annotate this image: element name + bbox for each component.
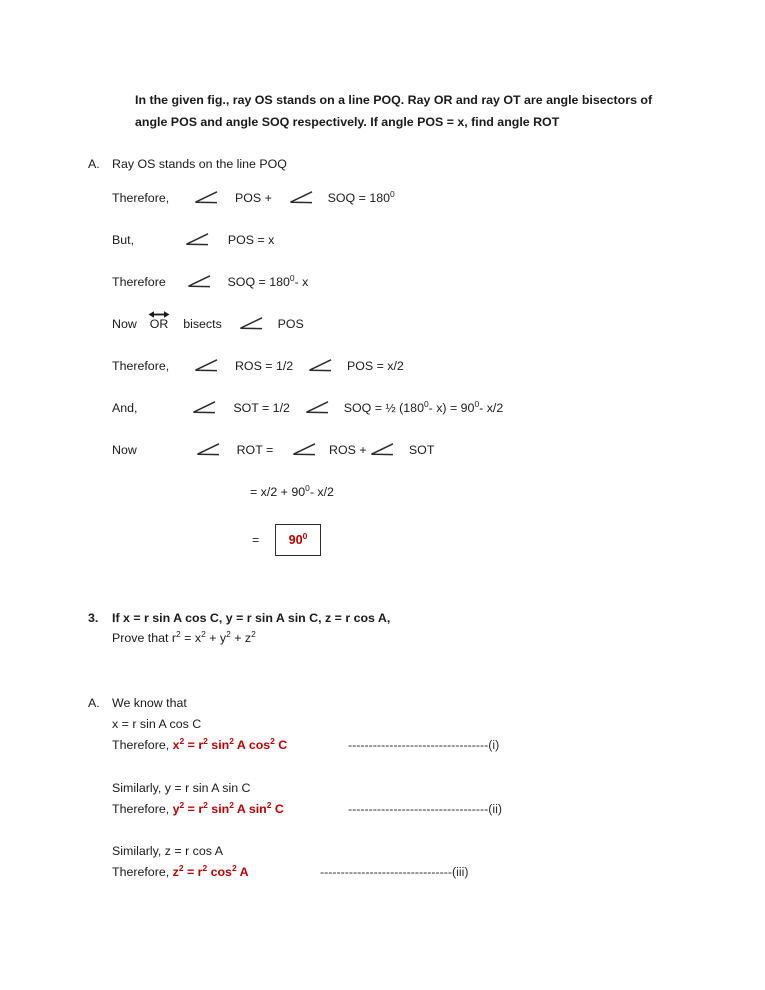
eq-y-mid2: sin [207, 802, 230, 816]
angle-icon [185, 233, 209, 246]
eq-x-mid4: C [274, 738, 288, 752]
final-answer-value [288, 530, 308, 547]
eq-z-mid3: A [236, 865, 249, 879]
exponent: 2 [251, 628, 256, 639]
angle-icon [194, 191, 218, 204]
step-text-1b [327, 188, 395, 205]
eq-y-term: y [172, 802, 180, 816]
step-text-3a [227, 272, 309, 289]
leader-dashes-iii [320, 865, 469, 879]
step-rot [112, 442, 434, 458]
double-headed-arrow-icon [148, 307, 170, 316]
equation-y-squared [172, 799, 284, 816]
sot-label: And, [112, 401, 138, 415]
rot-result-main: = x/2 + 90 [250, 485, 306, 499]
rot-text-c: SOT [408, 443, 435, 457]
eq-y-mid1: = r [184, 802, 204, 816]
answer-3-line-2: x = r sin A cos C [112, 717, 202, 731]
angle-icon [289, 191, 313, 204]
sot-text-b-main: SOQ = ½ (180 [343, 401, 424, 415]
rot-result-tail: - x/2 [309, 485, 334, 499]
step-ros [112, 358, 404, 374]
step-sot [112, 400, 503, 416]
question-3-line-1: If x = r sin A cos C, y = r sin A sin C, z = r cos A, [112, 611, 391, 625]
question-heading: In the given fig., ray OS stands on a line POQ. Ray OR and ray OT are angle bisectors of angle POS and angle SOQ respectively. If angle POS = x, find angle ROT [135, 93, 653, 129]
eq-x-mid3: A cos [233, 738, 271, 752]
similarly-z: Similarly, z = r cos A [112, 844, 223, 858]
leader-dashes-ii [348, 802, 502, 816]
exponent: 2 [203, 799, 208, 810]
ray-or-notation [150, 316, 169, 332]
rot-label: Now [112, 443, 137, 457]
exponent: 2 [176, 628, 181, 639]
rot-text-a: ROT = [236, 443, 274, 457]
answer-label-a3: A. [88, 696, 100, 710]
dash-run: -------------------------------- [320, 865, 453, 879]
angle-icon [194, 359, 218, 372]
step-label-1: Therefore, [112, 191, 170, 205]
final-answer-number: 90 [288, 533, 303, 547]
bisect-verb: bisects [183, 317, 222, 331]
dash-run: ---------------------------------- [348, 802, 489, 816]
reference-label-ii: (ii) [488, 802, 503, 816]
q3-mid-3: + z [230, 631, 252, 645]
angle-icon [239, 317, 263, 330]
final-answer-box [275, 524, 321, 556]
therefore-label: Therefore, [112, 802, 170, 816]
answer-label-a1: A. [88, 157, 100, 171]
eq-x-mid1: = r [184, 738, 204, 752]
exponent: 2 [266, 799, 272, 810]
degree-superscript: 0 [423, 398, 429, 409]
exponent: 2 [229, 799, 234, 810]
q3-mid-2: + y [205, 631, 227, 645]
q3-mid-1: = x [180, 631, 202, 645]
exponent: 2 [203, 735, 208, 746]
question-3-number: 3. [88, 611, 99, 625]
eq-z-mid2: cos [207, 865, 232, 879]
reference-label-i: (i) [488, 738, 500, 752]
therefore-label: Therefore, [112, 738, 170, 752]
rot-text-b: ROS + [329, 443, 367, 457]
eq-z-mid1: = r [183, 865, 203, 879]
final-equals: = [252, 533, 260, 547]
exponent: 2 [179, 735, 185, 746]
derivation-block-z [112, 864, 249, 880]
degree-superscript: 0 [390, 188, 395, 199]
exponent: 2 [201, 628, 206, 639]
degree-superscript: 0 [302, 530, 308, 541]
derivation-block-x [112, 737, 287, 753]
rot-result [250, 484, 334, 500]
bisect-angle-name: POS [277, 317, 304, 331]
angle-icon [196, 443, 220, 456]
answer-3-line-1: We know that [112, 696, 187, 710]
step-text-1b-main: SOQ = 180 [327, 191, 390, 205]
ray-or-label: OR [149, 317, 169, 331]
equation-x-squared [172, 735, 288, 752]
step-text-3a-tail: - x [294, 275, 309, 289]
sot-text-b-tail: - x) = 90 [428, 401, 475, 415]
eq-z-term: z [172, 865, 179, 879]
question-3-line-2 [112, 630, 256, 646]
angle-icon [187, 275, 211, 288]
exponent: 2 [202, 862, 208, 873]
step-text-3a-main: SOQ = 180 [227, 275, 290, 289]
step-but [112, 232, 274, 248]
exponent: 2 [231, 862, 237, 873]
exponent: 2 [179, 799, 185, 810]
reference-label-iii: (iii) [452, 865, 469, 879]
sot-text-b [343, 398, 504, 415]
step-therefore-2 [112, 274, 308, 290]
degree-superscript: 0 [305, 482, 310, 493]
degree-superscript: 0 [289, 272, 295, 283]
eq-x-mid2: sin [207, 738, 230, 752]
exponent: 2 [226, 628, 231, 639]
ros-text-a: ROS = 1/2 [234, 359, 294, 373]
q3-prove-prefix: Prove that r [112, 631, 177, 645]
angle-icon [308, 359, 332, 372]
eq-y-mid3: A sin [233, 802, 267, 816]
step-label-3: Therefore [112, 275, 166, 289]
leader-dashes-i [348, 738, 499, 752]
step-text-1a: POS + [234, 191, 272, 205]
similarly-y: Similarly, y = r sin A sin C [112, 781, 251, 795]
eq-x-term: x [172, 738, 180, 752]
sot-text-a: SOT = 1/2 [233, 401, 290, 415]
therefore-label: Therefore, [112, 865, 170, 879]
exponent: 2 [178, 862, 184, 873]
ros-text-b: POS = x/2 [347, 359, 404, 373]
step-bisects [112, 316, 304, 332]
derivation-block-y [112, 801, 284, 817]
bisect-prefix: Now [112, 317, 137, 331]
exponent: 2 [229, 735, 234, 746]
degree-superscript: 0 [474, 398, 480, 409]
angle-icon [292, 443, 316, 456]
angle-icon [192, 401, 216, 414]
angle-icon [305, 401, 329, 414]
eq-y-mid4: C [271, 802, 284, 816]
step-label-2: But, [112, 233, 135, 247]
dash-run: ---------------------------------- [348, 738, 489, 752]
sot-text-b-tail2: - x/2 [479, 401, 504, 415]
step-therefore-1 [112, 190, 395, 206]
angle-icon [370, 443, 394, 456]
equation-z-squared [172, 862, 249, 879]
answer-line-1: Ray OS stands on the line POQ [112, 157, 287, 171]
ros-label: Therefore, [112, 359, 170, 373]
exponent: 2 [270, 735, 275, 746]
step-text-2a: POS = x [227, 233, 275, 247]
